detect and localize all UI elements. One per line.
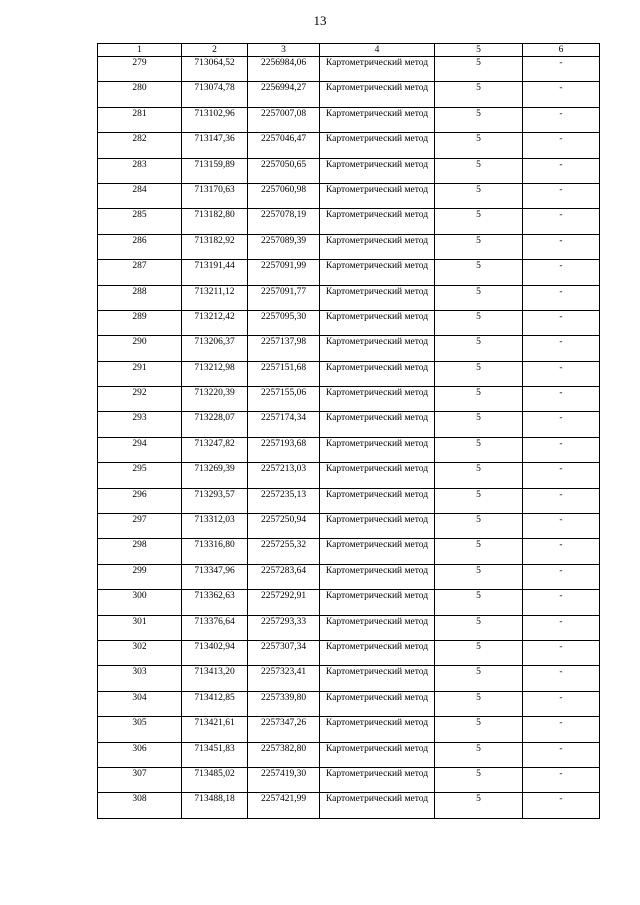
y-coordinate-cell: 2257050,65 — [248, 158, 320, 183]
note-cell: - — [523, 133, 600, 158]
accuracy-cell: 5 — [435, 539, 523, 564]
y-coordinate-cell: 2257095,30 — [248, 310, 320, 335]
method-cell — [320, 107, 435, 132]
method-text: Картометрический метод — [325, 311, 429, 322]
note-cell: - — [523, 82, 600, 107]
table-row — [98, 361, 600, 386]
coordinates-table — [97, 43, 600, 819]
method-text: Картометрический метод — [325, 464, 429, 475]
accuracy-cell: 5 — [435, 310, 523, 335]
table-row — [98, 336, 600, 361]
table-row — [98, 82, 600, 107]
x-coordinate-cell: 713402,94 — [182, 640, 248, 665]
table-row — [98, 310, 600, 335]
y-coordinate-cell: 2257293,33 — [248, 615, 320, 640]
method-cell — [320, 488, 435, 513]
x-coordinate-cell: 713362,63 — [182, 590, 248, 615]
method-text: Картометрический метод — [325, 108, 429, 119]
y-coordinate-cell: 2257419,30 — [248, 767, 320, 792]
note-cell: - — [523, 336, 600, 361]
point-number-cell: 296 — [98, 488, 182, 513]
x-coordinate-cell: 713347,96 — [182, 564, 248, 589]
method-text: Картометрический метод — [325, 641, 429, 652]
method-text: Картометрический метод — [325, 210, 429, 221]
table-header — [98, 44, 600, 57]
method-text: Картометрический метод — [325, 591, 429, 602]
point-number-cell: 306 — [98, 742, 182, 767]
method-text: Картометрический метод — [325, 794, 429, 805]
x-coordinate-cell: 713206,37 — [182, 336, 248, 361]
accuracy-cell: 5 — [435, 767, 523, 792]
method-cell — [320, 82, 435, 107]
method-text: Картометрический метод — [325, 413, 429, 424]
accuracy-cell: 5 — [435, 158, 523, 183]
x-coordinate-cell: 713247,82 — [182, 437, 248, 462]
method-text: Картометрический метод — [325, 159, 429, 170]
y-coordinate-cell: 2257250,94 — [248, 514, 320, 539]
accuracy-cell: 5 — [435, 742, 523, 767]
method-cell — [320, 412, 435, 437]
x-coordinate-cell: 713413,20 — [182, 666, 248, 691]
accuracy-cell: 5 — [435, 133, 523, 158]
method-text: Картометрический метод — [325, 235, 429, 246]
method-cell — [320, 387, 435, 412]
point-number-cell: 290 — [98, 336, 182, 361]
method-text: Картометрический метод — [325, 540, 429, 551]
method-text: Картометрический метод — [325, 58, 429, 68]
method-cell — [320, 463, 435, 488]
accuracy-cell: 5 — [435, 209, 523, 234]
note-cell: - — [523, 310, 600, 335]
note-cell: - — [523, 57, 600, 82]
y-coordinate-cell: 2257213,03 — [248, 463, 320, 488]
point-number-cell: 282 — [98, 133, 182, 158]
accuracy-cell: 5 — [435, 57, 523, 82]
note-cell: - — [523, 666, 600, 691]
y-coordinate-cell: 2257235,13 — [248, 488, 320, 513]
x-coordinate-cell: 713182,80 — [182, 209, 248, 234]
table-row — [98, 691, 600, 716]
point-number-cell: 292 — [98, 387, 182, 412]
table-row — [98, 209, 600, 234]
table-row — [98, 234, 600, 259]
x-coordinate-cell: 713488,18 — [182, 793, 248, 818]
note-cell: - — [523, 564, 600, 589]
y-coordinate-cell: 2257323,41 — [248, 666, 320, 691]
accuracy-cell: 5 — [435, 793, 523, 818]
x-coordinate-cell: 713376,64 — [182, 615, 248, 640]
note-cell: - — [523, 640, 600, 665]
x-coordinate-cell: 713451,83 — [182, 742, 248, 767]
y-coordinate-cell: 2257292,91 — [248, 590, 320, 615]
point-number-cell: 286 — [98, 234, 182, 259]
y-coordinate-cell: 2257089,39 — [248, 234, 320, 259]
table-row — [98, 57, 600, 82]
y-coordinate-cell: 2257339,80 — [248, 691, 320, 716]
y-coordinate-cell: 2257137,98 — [248, 336, 320, 361]
x-coordinate-cell: 713074,78 — [182, 82, 248, 107]
note-cell: - — [523, 463, 600, 488]
accuracy-cell: 5 — [435, 361, 523, 386]
method-cell — [320, 742, 435, 767]
y-coordinate-cell: 2257255,32 — [248, 539, 320, 564]
method-cell — [320, 767, 435, 792]
x-coordinate-cell: 713211,12 — [182, 285, 248, 310]
x-coordinate-cell: 713312,03 — [182, 514, 248, 539]
point-number-cell: 294 — [98, 437, 182, 462]
point-number-cell: 280 — [98, 82, 182, 107]
point-number-cell: 305 — [98, 717, 182, 742]
accuracy-cell: 5 — [435, 514, 523, 539]
note-cell: - — [523, 437, 600, 462]
table-row — [98, 158, 600, 183]
table-row — [98, 793, 600, 818]
method-cell — [320, 590, 435, 615]
method-text: Картометрический метод — [325, 362, 429, 373]
x-coordinate-cell: 713228,07 — [182, 412, 248, 437]
table-row — [98, 539, 600, 564]
x-coordinate-cell: 713220,39 — [182, 387, 248, 412]
x-coordinate-cell: 713212,42 — [182, 310, 248, 335]
point-number-cell: 285 — [98, 209, 182, 234]
method-text: Картометрический метод — [325, 743, 429, 754]
accuracy-cell: 5 — [435, 488, 523, 513]
table-row — [98, 387, 600, 412]
page-number: 13 — [313, 13, 327, 28]
header-cell-6: 6 — [523, 44, 600, 57]
y-coordinate-cell: 2257091,99 — [248, 260, 320, 285]
point-number-cell: 298 — [98, 539, 182, 564]
accuracy-cell: 5 — [435, 666, 523, 691]
method-cell — [320, 691, 435, 716]
table-row — [98, 133, 600, 158]
accuracy-cell: 5 — [435, 590, 523, 615]
table-row — [98, 615, 600, 640]
point-number-cell: 287 — [98, 260, 182, 285]
method-text: Картометрический метод — [325, 388, 429, 399]
accuracy-cell: 5 — [435, 615, 523, 640]
y-coordinate-cell: 2257193,68 — [248, 437, 320, 462]
accuracy-cell: 5 — [435, 285, 523, 310]
accuracy-cell: 5 — [435, 717, 523, 742]
y-coordinate-cell: 2257060,98 — [248, 183, 320, 208]
method-cell — [320, 539, 435, 564]
accuracy-cell: 5 — [435, 564, 523, 589]
note-cell: - — [523, 183, 600, 208]
accuracy-cell: 5 — [435, 107, 523, 132]
note-cell: - — [523, 514, 600, 539]
accuracy-cell: 5 — [435, 387, 523, 412]
note-cell: - — [523, 793, 600, 818]
x-coordinate-cell: 713102,96 — [182, 107, 248, 132]
table-row — [98, 742, 600, 767]
table-row — [98, 514, 600, 539]
y-coordinate-cell: 2257307,34 — [248, 640, 320, 665]
point-number-cell: 281 — [98, 107, 182, 132]
accuracy-cell: 5 — [435, 82, 523, 107]
note-cell: - — [523, 387, 600, 412]
x-coordinate-cell: 713191,44 — [182, 260, 248, 285]
point-number-cell: 308 — [98, 793, 182, 818]
method-cell — [320, 310, 435, 335]
table-row — [98, 564, 600, 589]
note-cell: - — [523, 234, 600, 259]
x-coordinate-cell: 713182,92 — [182, 234, 248, 259]
method-cell — [320, 336, 435, 361]
accuracy-cell: 5 — [435, 234, 523, 259]
table-row — [98, 666, 600, 691]
x-coordinate-cell: 713412,85 — [182, 691, 248, 716]
table-row — [98, 488, 600, 513]
point-number-cell: 295 — [98, 463, 182, 488]
accuracy-cell: 5 — [435, 412, 523, 437]
y-coordinate-cell: 2257174,34 — [248, 412, 320, 437]
y-coordinate-cell: 2257151,68 — [248, 361, 320, 386]
x-coordinate-cell: 713212,98 — [182, 361, 248, 386]
method-text: Картометрический метод — [325, 692, 429, 703]
note-cell: - — [523, 691, 600, 716]
table-row — [98, 285, 600, 310]
method-cell — [320, 640, 435, 665]
header-cell-2: 2 — [182, 44, 248, 57]
point-number-cell: 284 — [98, 183, 182, 208]
y-coordinate-cell: 2256994,27 — [248, 82, 320, 107]
accuracy-cell: 5 — [435, 336, 523, 361]
point-number-cell: 301 — [98, 615, 182, 640]
header-cell-5: 5 — [435, 44, 523, 57]
point-number-cell: 302 — [98, 640, 182, 665]
note-cell: - — [523, 107, 600, 132]
y-coordinate-cell: 2257046,47 — [248, 133, 320, 158]
note-cell: - — [523, 488, 600, 513]
point-number-cell: 304 — [98, 691, 182, 716]
method-text: Картометрический метод — [325, 718, 429, 729]
method-text: Картометрический метод — [325, 261, 429, 272]
x-coordinate-cell: 713269,39 — [182, 463, 248, 488]
y-coordinate-cell: 2256984,06 — [248, 57, 320, 82]
note-cell: - — [523, 590, 600, 615]
method-text: Картометрический метод — [325, 134, 429, 145]
note-cell: - — [523, 742, 600, 767]
note-cell: - — [523, 717, 600, 742]
note-cell: - — [523, 260, 600, 285]
method-cell — [320, 260, 435, 285]
method-cell — [320, 57, 435, 82]
table-row — [98, 437, 600, 462]
table-row — [98, 640, 600, 665]
method-cell — [320, 133, 435, 158]
table-row — [98, 590, 600, 615]
method-text: Картометрический метод — [325, 83, 429, 94]
point-number-cell: 299 — [98, 564, 182, 589]
method-cell — [320, 437, 435, 462]
table-row — [98, 412, 600, 437]
point-number-cell: 289 — [98, 310, 182, 335]
header-cell-3: 3 — [248, 44, 320, 57]
x-coordinate-cell: 713159,89 — [182, 158, 248, 183]
point-number-cell: 288 — [98, 285, 182, 310]
point-number-cell: 293 — [98, 412, 182, 437]
point-number-cell: 307 — [98, 767, 182, 792]
method-cell — [320, 666, 435, 691]
method-text: Картометрический метод — [325, 768, 429, 779]
x-coordinate-cell: 713147,36 — [182, 133, 248, 158]
accuracy-cell: 5 — [435, 463, 523, 488]
y-coordinate-cell: 2257347,26 — [248, 717, 320, 742]
method-text: Картометрический метод — [325, 667, 429, 678]
table-row — [98, 107, 600, 132]
point-number-cell: 297 — [98, 514, 182, 539]
note-cell: - — [523, 615, 600, 640]
header-row — [98, 44, 600, 57]
method-text: Картометрический метод — [325, 286, 429, 297]
accuracy-cell: 5 — [435, 691, 523, 716]
point-number-cell: 279 — [98, 57, 182, 82]
table-row — [98, 183, 600, 208]
y-coordinate-cell: 2257078,19 — [248, 209, 320, 234]
method-text: Картометрический метод — [325, 438, 429, 449]
table-row — [98, 260, 600, 285]
note-cell: - — [523, 412, 600, 437]
method-text: Картометрический метод — [325, 489, 429, 500]
method-text: Картометрический метод — [325, 184, 429, 195]
y-coordinate-cell: 2257007,08 — [248, 107, 320, 132]
method-text: Картометрический метод — [325, 515, 429, 526]
note-cell: - — [523, 158, 600, 183]
x-coordinate-cell: 713293,57 — [182, 488, 248, 513]
x-coordinate-cell: 713421,61 — [182, 717, 248, 742]
note-cell: - — [523, 209, 600, 234]
x-coordinate-cell: 713316,80 — [182, 539, 248, 564]
method-cell — [320, 234, 435, 259]
method-text: Картометрический метод — [325, 337, 429, 348]
accuracy-cell: 5 — [435, 260, 523, 285]
method-text: Картометрический метод — [325, 565, 429, 576]
method-cell — [320, 158, 435, 183]
header-cell-1: 1 — [98, 44, 182, 57]
header-cell-4: 4 — [320, 44, 435, 57]
method-cell — [320, 361, 435, 386]
method-cell — [320, 183, 435, 208]
method-cell — [320, 209, 435, 234]
point-number-cell: 303 — [98, 666, 182, 691]
accuracy-cell: 5 — [435, 437, 523, 462]
y-coordinate-cell: 2257382,80 — [248, 742, 320, 767]
note-cell: - — [523, 285, 600, 310]
accuracy-cell: 5 — [435, 640, 523, 665]
method-cell — [320, 793, 435, 818]
note-cell: - — [523, 767, 600, 792]
x-coordinate-cell: 713485,02 — [182, 767, 248, 792]
point-number-cell: 291 — [98, 361, 182, 386]
point-number-cell: 283 — [98, 158, 182, 183]
table-body — [98, 57, 600, 819]
x-coordinate-cell: 713170,63 — [182, 183, 248, 208]
point-number-cell: 300 — [98, 590, 182, 615]
y-coordinate-cell: 2257421,99 — [248, 793, 320, 818]
method-cell — [320, 514, 435, 539]
method-cell — [320, 564, 435, 589]
method-cell — [320, 717, 435, 742]
method-cell — [320, 615, 435, 640]
accuracy-cell: 5 — [435, 183, 523, 208]
note-cell: - — [523, 361, 600, 386]
table-row — [98, 767, 600, 792]
y-coordinate-cell: 2257155,06 — [248, 387, 320, 412]
note-cell: - — [523, 539, 600, 564]
y-coordinate-cell: 2257091,77 — [248, 285, 320, 310]
method-text: Картометрический метод — [325, 616, 429, 627]
table-row — [98, 463, 600, 488]
table-row — [98, 717, 600, 742]
x-coordinate-cell: 713064,52 — [182, 57, 248, 82]
y-coordinate-cell: 2257283,64 — [248, 564, 320, 589]
method-cell — [320, 285, 435, 310]
